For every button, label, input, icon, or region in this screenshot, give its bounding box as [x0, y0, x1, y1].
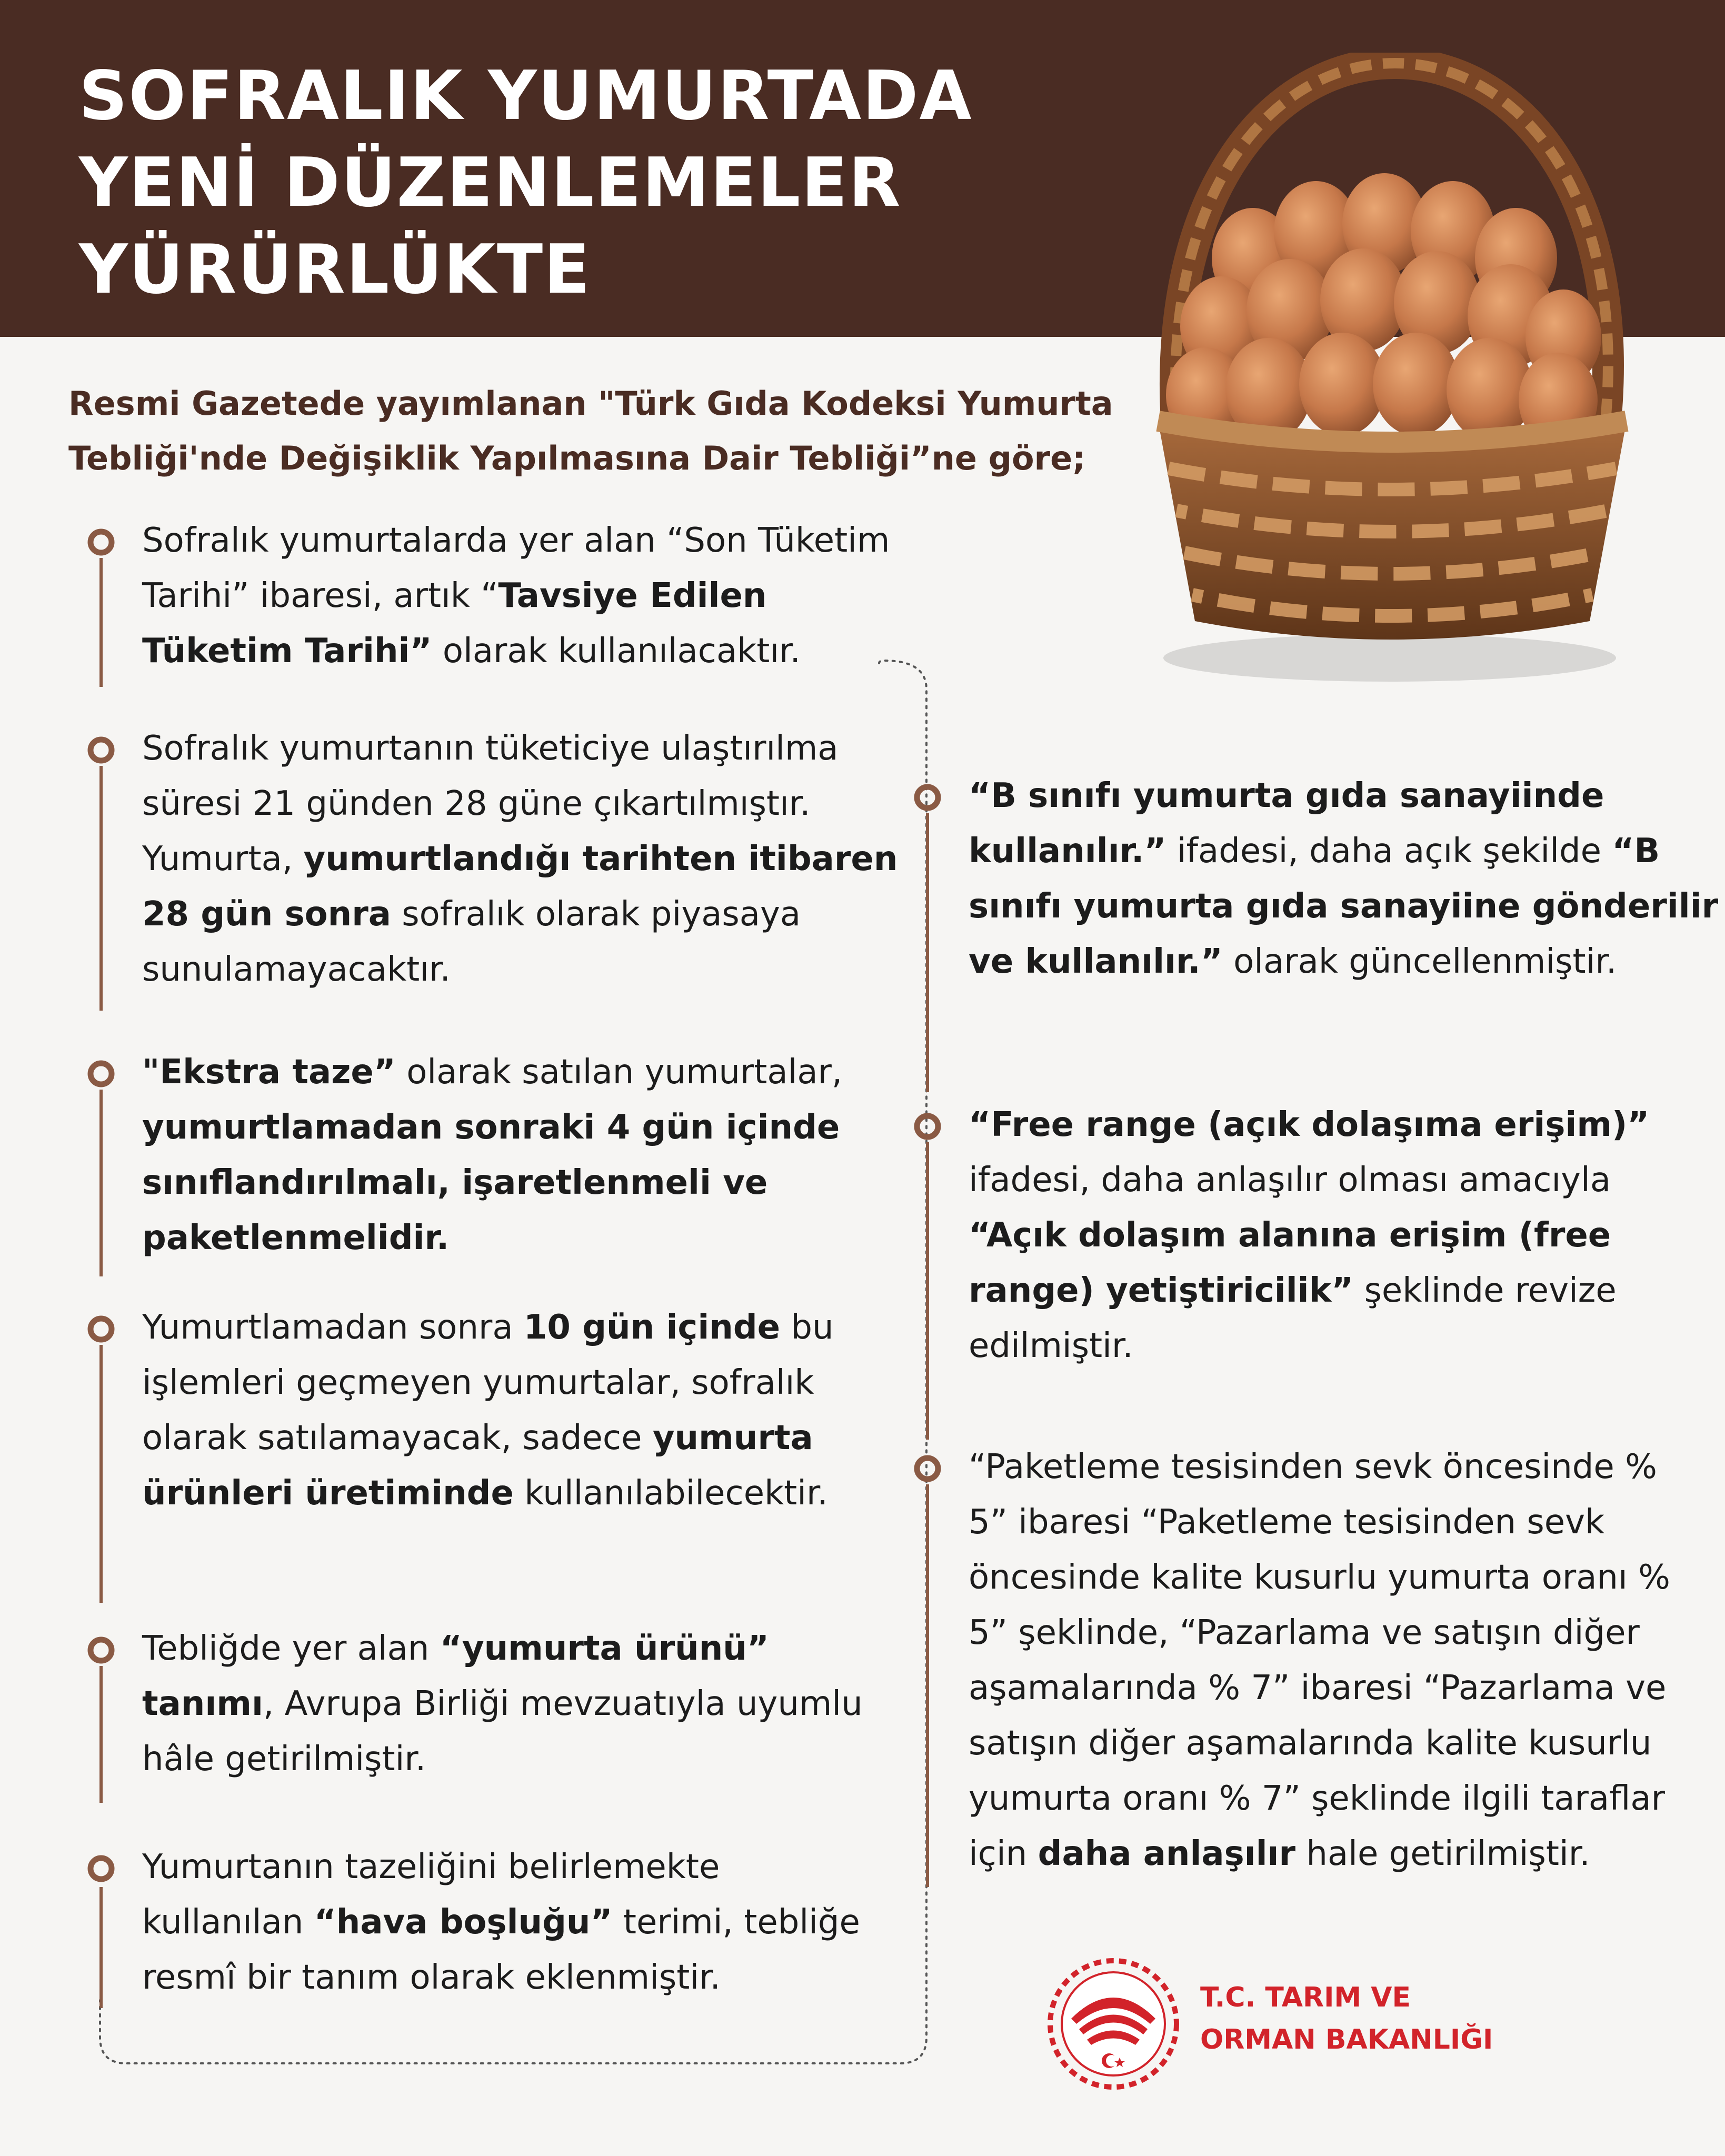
text: Yumurta,	[142, 840, 304, 879]
right-item-line	[969, 1771, 1670, 1826]
text: olarak satılamayacak, sadece	[142, 1419, 653, 1458]
title-line-2: YENİ DÜZENLEMELER	[79, 144, 902, 222]
text: sofralık olarak piyasaya	[391, 895, 801, 934]
left-item-line	[142, 1355, 834, 1411]
bold-text: “B sınıfı yumurta gıda sanayiinde	[969, 776, 1604, 815]
bullet-icon	[913, 783, 942, 812]
intro-line-2: Tebliği'nde Değişiklik Yapılmasına Dair Tebliği”ne göre;	[68, 439, 1085, 477]
left-item	[142, 1840, 860, 2005]
title-line-1: SOFRALIK YUMURTADA	[79, 57, 973, 135]
bold-text: “B	[1612, 832, 1660, 871]
bullet-icon	[913, 1112, 942, 1141]
text: hale getirilmiştir.	[1295, 1834, 1590, 1873]
text: yumurta oranı % 7” şeklinde ilgili taraflar	[969, 1779, 1665, 1818]
bold-text: “Free range (açık dolaşıma erişim)”	[969, 1105, 1650, 1144]
left-item-line	[142, 1621, 863, 1676]
bold-text: “hava boşluğu”	[314, 1903, 613, 1942]
bullet-icon	[87, 1315, 115, 1343]
left-item-line	[142, 1411, 834, 1466]
left-item-line	[142, 721, 898, 776]
bold-text: range) yetiştiricilik”	[969, 1271, 1354, 1310]
right-item-line	[969, 1263, 1649, 1319]
intro-text	[68, 376, 1113, 486]
bullet-connector-line	[99, 558, 103, 687]
text: Sofralık yumurtalarda yer alan “Son Tüketim	[142, 521, 890, 560]
left-item	[142, 1045, 842, 1266]
text: olarak kullanılacaktır.	[432, 632, 801, 671]
bold-text: yumurtlandığı tarihten itibaren	[303, 840, 898, 879]
text: 5” ibaresi “Paketleme tesisinden sevk	[969, 1503, 1605, 1542]
text: satışın diğer aşamalarında kalite kusurlu	[969, 1724, 1652, 1763]
bullet-connector-line	[99, 1887, 103, 2008]
right-item-line	[969, 1550, 1670, 1605]
text: için	[969, 1834, 1038, 1873]
left-item-line	[142, 1300, 834, 1355]
text: edilmiştir.	[969, 1326, 1133, 1365]
ministry-emblem-icon	[1045, 1955, 1182, 2092]
left-item-line	[142, 1100, 842, 1155]
bold-text: Tavsiye Edilen	[498, 576, 767, 615]
left-item	[142, 721, 898, 997]
bullet-icon	[87, 1854, 115, 1883]
left-item-line	[142, 1895, 860, 1950]
right-item-line	[969, 879, 1718, 934]
text: kullanılabilecektir.	[513, 1474, 828, 1513]
text: sunulamayacaktır.	[142, 950, 451, 989]
left-item	[142, 1621, 863, 1787]
text: öncesinde kalite kusurlu yumurta oranı %	[969, 1558, 1670, 1597]
text: olarak satılan yumurtalar,	[395, 1053, 843, 1092]
bold-text: “yumurta ürünü”	[440, 1629, 769, 1668]
text: hâle getirilmiştir.	[142, 1740, 426, 1779]
bold-text: ve kullanılır.”	[969, 942, 1223, 981]
text: “Paketleme tesisinden sevk öncesinde %	[969, 1448, 1657, 1486]
bullet-icon	[913, 1454, 942, 1483]
bold-text: sınıfı yumurta gıda sanayiine gönderilir	[969, 887, 1719, 926]
bullet-connector-line	[926, 813, 929, 1092]
right-item-line	[969, 1440, 1670, 1495]
right-item-line	[969, 1153, 1649, 1208]
bold-text: sınıflandırılmalı, işaretlenmeli ve	[142, 1163, 768, 1202]
text: Yumurtlamadan sonra	[142, 1308, 524, 1347]
bullet-icon	[87, 528, 115, 556]
bullet-connector-line	[99, 766, 103, 1011]
text: bu	[780, 1308, 834, 1347]
left-item	[142, 1300, 834, 1521]
text: Tarihi” ibaresi, artık “	[142, 576, 498, 615]
bold-text: paketlenmelidir.	[142, 1219, 450, 1257]
text: ifadesi, daha anlaşılır olması amacıyla	[969, 1161, 1611, 1200]
left-item-line	[142, 1950, 860, 2005]
left-item-line	[142, 1676, 863, 1732]
bold-text: 10 gün içinde	[523, 1308, 781, 1347]
bold-text: ürünleri üretiminde	[142, 1474, 514, 1513]
bullet-connector-line	[99, 1345, 103, 1603]
ministry-name-line-2: ORMAN BAKANLIĞI	[1200, 2024, 1493, 2055]
left-item-line	[142, 1211, 842, 1266]
left-item-line	[142, 1840, 860, 1895]
bullet-connector-line	[926, 1142, 929, 1440]
right-item	[969, 1440, 1670, 1882]
text: aşamalarında % 7” ibaresi “Pazarlama ve	[969, 1669, 1667, 1708]
text: işlemleri geçmeyen yumurtalar, sofralık	[142, 1363, 814, 1402]
ministry-name-line-1: T.C. TARIM VE	[1200, 1982, 1411, 2013]
right-item-line	[969, 1605, 1670, 1661]
right-item-line	[969, 1716, 1670, 1771]
text: olarak güncellenmiştir.	[1222, 942, 1617, 981]
left-item-line	[142, 832, 898, 887]
right-item	[969, 1097, 1649, 1374]
bullet-connector-line	[99, 1090, 103, 1276]
left-item-line	[142, 942, 898, 997]
text: terimi, tebliğe	[612, 1903, 860, 1942]
bullet-connector-line	[926, 1484, 929, 1887]
right-item-line	[969, 1826, 1670, 1882]
left-item-line	[142, 513, 890, 568]
right-item	[969, 768, 1718, 990]
bold-text: “Açık dolaşım alanına erişim (free	[969, 1216, 1611, 1255]
left-item-line	[142, 1155, 842, 1211]
egg-basket-image	[1100, 53, 1679, 690]
left-item-line	[142, 776, 898, 832]
bold-text: 28 gün sonra	[142, 895, 391, 934]
text: , Avrupa Birliği mevzuatıyla uyumlu	[263, 1684, 863, 1723]
right-item-line	[969, 768, 1718, 824]
text: ifadesi, daha açık şekilde	[1166, 832, 1612, 871]
text: resmî bir tanım olarak eklenmiştir.	[142, 1958, 721, 1997]
text: Sofralık yumurtanın tüketiciye ulaştırılma	[142, 729, 839, 768]
bold-text: yumurtlamadan sonraki 4 gün içinde	[142, 1108, 840, 1147]
left-item-line	[142, 1732, 863, 1787]
bold-text: kullanılır.”	[969, 832, 1166, 871]
left-item-line	[142, 887, 898, 942]
left-item-line	[142, 1045, 842, 1100]
text: Tebliğde yer alan	[142, 1629, 440, 1668]
right-item-line	[969, 824, 1718, 879]
bold-text: tanımı	[142, 1684, 263, 1723]
left-item-line	[142, 568, 890, 624]
page-title	[79, 53, 1132, 313]
bullet-icon	[87, 1060, 115, 1088]
bullet-icon	[87, 1636, 115, 1664]
ministry-name	[1200, 1977, 1493, 2061]
left-item-line	[142, 1466, 834, 1521]
bullet-icon	[87, 736, 115, 764]
bold-text: daha anlaşılır	[1038, 1834, 1296, 1873]
right-item-line	[969, 1208, 1649, 1263]
right-item-line	[969, 1097, 1649, 1153]
left-item	[142, 513, 890, 679]
right-item-line	[969, 934, 1718, 990]
text: Yumurtanın tazeliğini belirlemekte	[142, 1848, 720, 1886]
bullet-connector-line	[99, 1666, 103, 1803]
right-item-line	[969, 1495, 1670, 1550]
intro-line-1: Resmi Gazetede yayımlanan "Türk Gıda Kodeksi Yumurta	[68, 384, 1113, 423]
right-item-line	[969, 1319, 1649, 1374]
text: 5” şeklinde, “Pazarlama ve satışın diğer	[969, 1613, 1640, 1652]
bold-text: "Ekstra taze”	[142, 1053, 396, 1092]
text: süresi 21 günden 28 güne çıkartılmıştır.	[142, 784, 811, 823]
title-line-3: YÜRÜRLÜKTE	[79, 231, 591, 309]
text: şeklinde revize	[1353, 1271, 1617, 1310]
bold-text: yumurta	[652, 1419, 813, 1458]
left-item-line	[142, 624, 890, 679]
right-item-line	[969, 1661, 1670, 1716]
bold-text: Tüketim Tarihi”	[142, 632, 432, 671]
text: kullanılan	[142, 1903, 314, 1942]
